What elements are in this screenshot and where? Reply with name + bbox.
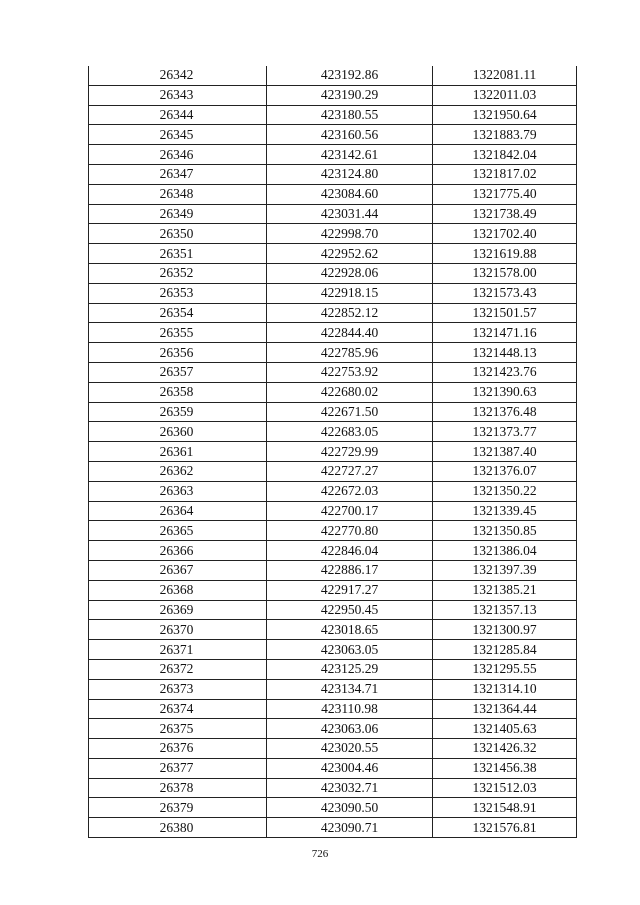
y-coordinate-cell: 1321373.77 — [433, 422, 577, 442]
table-row — [89, 778, 577, 798]
y-coordinate-cell: 1321385.21 — [433, 580, 577, 600]
y-coordinate-cell: 1321314.10 — [433, 679, 577, 699]
point-id-cell: 26351 — [89, 244, 267, 264]
x-coordinate-cell: 423031.44 — [267, 204, 433, 224]
x-coordinate-cell: 423142.61 — [267, 145, 433, 165]
x-coordinate-cell: 423018.65 — [267, 620, 433, 640]
y-coordinate-cell: 1321471.16 — [433, 323, 577, 343]
x-coordinate-cell: 423084.60 — [267, 184, 433, 204]
y-coordinate-cell: 1321390.63 — [433, 382, 577, 402]
y-coordinate-cell: 1321578.00 — [433, 263, 577, 283]
table-row — [89, 818, 577, 838]
y-coordinate-cell: 1321426.32 — [433, 739, 577, 759]
table-row — [89, 85, 577, 105]
table-row — [89, 560, 577, 580]
page-number: 726 — [311, 848, 329, 860]
x-coordinate-cell: 422770.80 — [267, 521, 433, 541]
table-row — [89, 442, 577, 462]
x-coordinate-cell: 422683.05 — [267, 422, 433, 442]
point-id-cell: 26348 — [89, 184, 267, 204]
point-id-cell: 26368 — [89, 580, 267, 600]
x-coordinate-cell: 422998.70 — [267, 224, 433, 244]
x-coordinate-cell: 422671.50 — [267, 402, 433, 422]
point-id-cell: 26369 — [89, 600, 267, 620]
x-coordinate-cell: 422700.17 — [267, 501, 433, 521]
y-coordinate-cell: 1321386.04 — [433, 541, 577, 561]
point-id-cell: 26350 — [89, 224, 267, 244]
table-row — [89, 263, 577, 283]
point-id-cell: 26343 — [89, 85, 267, 105]
x-coordinate-cell: 422886.17 — [267, 560, 433, 580]
table-row — [89, 541, 577, 561]
point-id-cell: 26354 — [89, 303, 267, 323]
y-coordinate-cell: 1321350.22 — [433, 481, 577, 501]
point-id-cell: 26361 — [89, 442, 267, 462]
table-row — [89, 600, 577, 620]
y-coordinate-cell: 1321357.13 — [433, 600, 577, 620]
table-row — [89, 461, 577, 481]
point-id-cell: 26353 — [89, 283, 267, 303]
x-coordinate-cell: 422928.06 — [267, 263, 433, 283]
table-row — [89, 699, 577, 719]
y-coordinate-cell: 1321350.85 — [433, 521, 577, 541]
y-coordinate-cell: 1321738.49 — [433, 204, 577, 224]
x-coordinate-cell: 422846.04 — [267, 541, 433, 561]
point-id-cell: 26378 — [89, 778, 267, 798]
point-id-cell: 26366 — [89, 541, 267, 561]
table-row — [89, 758, 577, 778]
x-coordinate-cell: 422680.02 — [267, 382, 433, 402]
x-coordinate-cell: 423004.46 — [267, 758, 433, 778]
x-coordinate-cell: 422785.96 — [267, 343, 433, 363]
table-row — [89, 164, 577, 184]
table-row — [89, 224, 577, 244]
x-coordinate-cell: 423020.55 — [267, 739, 433, 759]
x-coordinate-cell: 423063.06 — [267, 719, 433, 739]
table-row — [89, 719, 577, 739]
y-coordinate-cell: 1321702.40 — [433, 224, 577, 244]
table-row — [89, 184, 577, 204]
y-coordinate-cell: 1321405.63 — [433, 719, 577, 739]
point-id-cell: 26356 — [89, 343, 267, 363]
y-coordinate-cell: 1321512.03 — [433, 778, 577, 798]
point-id-cell: 26355 — [89, 323, 267, 343]
point-id-cell: 26376 — [89, 739, 267, 759]
y-coordinate-cell: 1321775.40 — [433, 184, 577, 204]
table-row — [89, 580, 577, 600]
point-id-cell: 26371 — [89, 640, 267, 660]
y-coordinate-cell: 1321619.88 — [433, 244, 577, 264]
x-coordinate-cell: 422844.40 — [267, 323, 433, 343]
x-coordinate-cell: 422729.99 — [267, 442, 433, 462]
table-row — [89, 244, 577, 264]
table-row — [89, 283, 577, 303]
table-row — [89, 521, 577, 541]
x-coordinate-cell: 423180.55 — [267, 105, 433, 125]
y-coordinate-cell: 1321295.55 — [433, 659, 577, 679]
table-row — [89, 501, 577, 521]
point-id-cell: 26372 — [89, 659, 267, 679]
y-coordinate-cell: 1321548.91 — [433, 798, 577, 818]
x-coordinate-cell: 423190.29 — [267, 85, 433, 105]
point-id-cell: 26379 — [89, 798, 267, 818]
y-coordinate-cell: 1321456.38 — [433, 758, 577, 778]
table-row — [89, 402, 577, 422]
point-id-cell: 26342 — [89, 66, 267, 85]
x-coordinate-cell: 422917.27 — [267, 580, 433, 600]
x-coordinate-cell: 422950.45 — [267, 600, 433, 620]
x-coordinate-cell: 422727.27 — [267, 461, 433, 481]
table-row — [89, 362, 577, 382]
table-row — [89, 481, 577, 501]
table-row — [89, 422, 577, 442]
x-coordinate-cell: 423160.56 — [267, 125, 433, 145]
table-row — [89, 105, 577, 125]
y-coordinate-cell: 1321576.81 — [433, 818, 577, 838]
point-id-cell: 26367 — [89, 560, 267, 580]
x-coordinate-cell: 423124.80 — [267, 164, 433, 184]
x-coordinate-cell: 422672.03 — [267, 481, 433, 501]
x-coordinate-cell: 423125.29 — [267, 659, 433, 679]
x-coordinate-cell: 422753.92 — [267, 362, 433, 382]
point-id-cell: 26358 — [89, 382, 267, 402]
y-coordinate-cell: 1321285.84 — [433, 640, 577, 660]
table-row — [89, 659, 577, 679]
table-row — [89, 66, 577, 85]
table-row — [89, 382, 577, 402]
x-coordinate-cell: 423192.86 — [267, 66, 433, 85]
y-coordinate-cell: 1321387.40 — [433, 442, 577, 462]
y-coordinate-cell: 1321501.57 — [433, 303, 577, 323]
y-coordinate-cell: 1321817.02 — [433, 164, 577, 184]
table-row — [89, 125, 577, 145]
point-id-cell: 26345 — [89, 125, 267, 145]
y-coordinate-cell: 1321883.79 — [433, 125, 577, 145]
coordinate-table — [88, 66, 577, 838]
point-id-cell: 26357 — [89, 362, 267, 382]
y-coordinate-cell: 1321376.48 — [433, 402, 577, 422]
y-coordinate-cell: 1321300.97 — [433, 620, 577, 640]
point-id-cell: 26377 — [89, 758, 267, 778]
y-coordinate-cell: 1321950.64 — [433, 105, 577, 125]
table-row — [89, 343, 577, 363]
point-id-cell: 26373 — [89, 679, 267, 699]
x-coordinate-cell: 422952.62 — [267, 244, 433, 264]
table-row — [89, 145, 577, 165]
x-coordinate-cell: 423090.71 — [267, 818, 433, 838]
x-coordinate-cell: 422852.12 — [267, 303, 433, 323]
x-coordinate-cell: 423134.71 — [267, 679, 433, 699]
point-id-cell: 26370 — [89, 620, 267, 640]
x-coordinate-cell: 423032.71 — [267, 778, 433, 798]
point-id-cell: 26375 — [89, 719, 267, 739]
table-row — [89, 620, 577, 640]
coordinate-table-body — [89, 66, 577, 838]
y-coordinate-cell: 1321339.45 — [433, 501, 577, 521]
point-id-cell: 26359 — [89, 402, 267, 422]
x-coordinate-cell: 423110.98 — [267, 699, 433, 719]
point-id-cell: 26364 — [89, 501, 267, 521]
point-id-cell: 26352 — [89, 263, 267, 283]
y-coordinate-cell: 1321397.39 — [433, 560, 577, 580]
y-coordinate-cell: 1321423.76 — [433, 362, 577, 382]
point-id-cell: 26362 — [89, 461, 267, 481]
point-id-cell: 26365 — [89, 521, 267, 541]
table-row — [89, 739, 577, 759]
point-id-cell: 26360 — [89, 422, 267, 442]
y-coordinate-cell: 1321364.44 — [433, 699, 577, 719]
x-coordinate-cell: 423063.05 — [267, 640, 433, 660]
table-row — [89, 640, 577, 660]
point-id-cell: 26347 — [89, 164, 267, 184]
y-coordinate-cell: 1321376.07 — [433, 461, 577, 481]
y-coordinate-cell: 1322081.11 — [433, 66, 577, 85]
y-coordinate-cell: 1321573.43 — [433, 283, 577, 303]
y-coordinate-cell: 1322011.03 — [433, 85, 577, 105]
point-id-cell: 26374 — [89, 699, 267, 719]
y-coordinate-cell: 1321448.13 — [433, 343, 577, 363]
point-id-cell: 26380 — [89, 818, 267, 838]
table-row — [89, 323, 577, 343]
point-id-cell: 26349 — [89, 204, 267, 224]
table-row — [89, 679, 577, 699]
table-row — [89, 204, 577, 224]
y-coordinate-cell: 1321842.04 — [433, 145, 577, 165]
point-id-cell: 26344 — [89, 105, 267, 125]
x-coordinate-cell: 423090.50 — [267, 798, 433, 818]
point-id-cell: 26346 — [89, 145, 267, 165]
x-coordinate-cell: 422918.15 — [267, 283, 433, 303]
table-row — [89, 303, 577, 323]
point-id-cell: 26363 — [89, 481, 267, 501]
table-row — [89, 798, 577, 818]
